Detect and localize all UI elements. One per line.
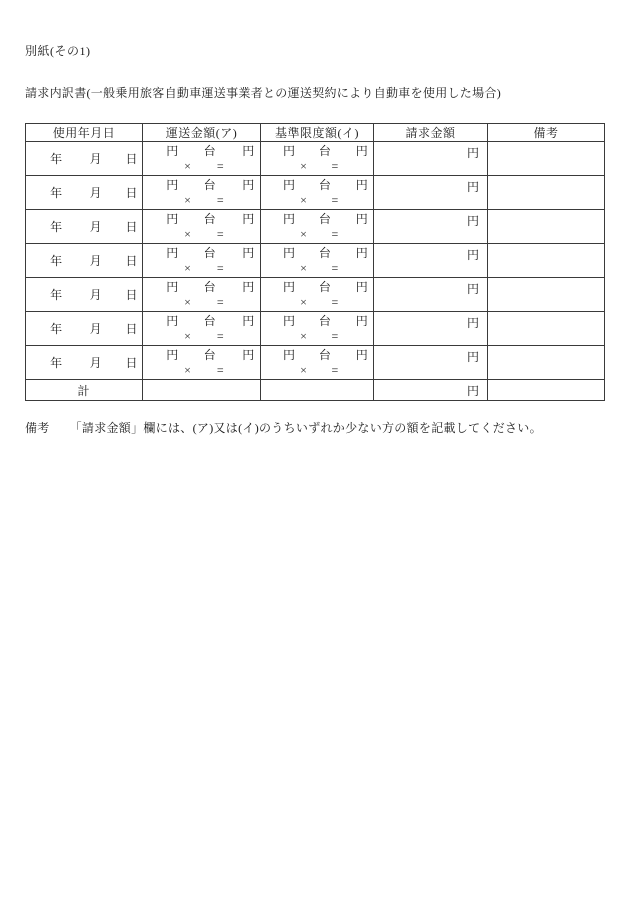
limit-count-unit-label: 台 [318,212,331,226]
day-unit-label: 日 [125,219,138,234]
day-unit-label: 日 [125,321,138,336]
claim-amount-cell [374,142,488,176]
fare-total-unit-label: 円 [242,246,255,260]
remarks-cell [488,346,605,380]
multiply-sign: × [300,159,307,173]
total-claim-unit-label: 円 [466,383,479,398]
footer-note-label: 備考 [25,421,50,435]
equals-sign: = [216,329,224,343]
claim-amount-cell [374,278,488,312]
equals-sign: = [331,261,339,275]
month-unit-label: 月 [89,321,102,336]
limit-price-unit-label: 円 [282,280,296,294]
fare-amount-cell [143,312,261,346]
fare-price-unit-label: 円 [166,212,179,226]
month-unit-label: 月 [89,355,102,370]
multiply-sign: × [300,363,307,377]
fare-price-unit-label: 円 [166,314,179,328]
column-header-remarks: 備考 [488,124,605,142]
limit-count-unit-label: 台 [318,348,331,362]
limit-price-unit-label: 円 [282,212,296,226]
attachment-label: 別紙(その1) [25,44,91,58]
multiply-sign: × [184,159,191,173]
limit-amount-cell [261,346,374,380]
month-unit-label: 月 [89,185,102,200]
total-label-cell: 計 [26,380,143,401]
day-unit-label: 日 [125,355,138,370]
multiply-sign: × [300,295,307,309]
multiply-sign: × [184,363,191,377]
limit-amount-cell [261,278,374,312]
table-header-row [26,124,605,142]
multiply-sign: × [300,227,307,241]
fare-total-unit-label: 円 [242,348,255,362]
limit-amount-cell [261,244,374,278]
year-unit-label: 年 [50,151,63,166]
usage-date-cell [26,142,143,176]
fare-total-unit-label: 円 [242,212,255,226]
limit-amount-cell [261,176,374,210]
fare-price-unit-label: 円 [166,246,179,260]
limit-amount-cell [261,312,374,346]
limit-price-unit-label: 円 [282,178,296,192]
day-unit-label: 日 [125,151,138,166]
equals-sign: = [216,261,224,275]
footer-note-text: 「請求金額」欄には、(ア)又は(イ)のうちいずれか少ない方の額を記載してください。 [69,421,542,435]
claim-amount-cell [374,176,488,210]
multiply-sign: × [184,227,191,241]
multiply-sign: × [184,193,191,207]
equals-sign: = [331,329,339,343]
equals-sign: = [331,227,339,241]
column-header-limit-amount: 基準限度額(イ) [261,124,374,142]
fare-total-unit-label: 円 [242,314,255,328]
limit-total-unit-label: 円 [355,144,368,158]
equals-sign: = [216,159,224,173]
fare-count-unit-label: 台 [203,212,216,226]
usage-date-cell [26,346,143,380]
limit-total-unit-label: 円 [355,212,368,226]
month-unit-label: 月 [89,253,102,268]
limit-total-unit-label: 円 [355,178,368,192]
table-row [26,210,605,244]
fare-price-unit-label: 円 [166,178,179,192]
equals-sign: = [216,295,224,309]
year-unit-label: 年 [50,219,63,234]
day-unit-label: 日 [125,287,138,302]
column-header-claim-amount: 請求金額 [374,124,488,142]
usage-date-cell [26,244,143,278]
billing-breakdown-table [25,123,605,401]
multiply-sign: × [300,261,307,275]
limit-amount-cell [261,142,374,176]
month-unit-label: 月 [89,219,102,234]
remarks-cell [488,210,605,244]
equals-sign: = [331,193,339,207]
equals-sign: = [331,363,339,377]
multiply-sign: × [184,295,191,309]
year-unit-label: 年 [50,287,63,302]
limit-price-unit-label: 円 [282,144,296,158]
claim-unit-label: 円 [466,146,479,160]
fare-amount-cell [143,244,261,278]
fare-amount-cell [143,346,261,380]
year-unit-label: 年 [50,185,63,200]
claim-unit-label: 円 [466,248,479,262]
document-title: 請求内訳書(一般乗用旅客自動車運送事業者との運送契約により自動車を使用した場合) [25,86,501,100]
claim-amount-cell [374,346,488,380]
fare-price-unit-label: 円 [166,144,179,158]
usage-date-cell [26,210,143,244]
total-row [26,380,605,401]
limit-count-unit-label: 台 [318,280,331,294]
equals-sign: = [216,193,224,207]
table-row [26,244,605,278]
day-unit-label: 日 [125,185,138,200]
year-unit-label: 年 [50,321,63,336]
table-row [26,176,605,210]
fare-amount-cell [143,176,261,210]
limit-amount-cell [261,210,374,244]
fare-amount-cell [143,278,261,312]
footer-note [25,419,542,436]
claim-unit-label: 円 [466,282,479,296]
remarks-cell [488,278,605,312]
fare-count-unit-label: 台 [203,178,216,192]
equals-sign: = [331,295,339,309]
claim-amount-cell [374,244,488,278]
table-row [26,346,605,380]
usage-date-cell [26,312,143,346]
limit-total-unit-label: 円 [355,314,368,328]
total-fare-cell [143,380,261,401]
limit-total-unit-label: 円 [355,246,368,260]
claim-amount-cell [374,210,488,244]
limit-count-unit-label: 台 [318,178,331,192]
total-claim-amount-cell [374,380,488,401]
usage-date-cell [26,176,143,210]
fare-count-unit-label: 台 [203,246,216,260]
total-limit-cell [261,380,374,401]
column-header-usage-date: 使用年月日 [26,124,143,142]
fare-amount-cell [143,142,261,176]
table-row [26,312,605,346]
remarks-cell [488,142,605,176]
usage-date-cell [26,278,143,312]
limit-price-unit-label: 円 [282,348,296,362]
limit-count-unit-label: 台 [318,246,331,260]
year-unit-label: 年 [50,253,63,268]
fare-total-unit-label: 円 [242,178,255,192]
fare-count-unit-label: 台 [203,144,216,158]
claim-unit-label: 円 [466,316,479,330]
total-remarks-cell [488,380,605,401]
claim-amount-cell [374,312,488,346]
equals-sign: = [216,363,224,377]
year-unit-label: 年 [50,355,63,370]
month-unit-label: 月 [89,287,102,302]
claim-unit-label: 円 [466,214,479,228]
multiply-sign: × [300,329,307,343]
multiply-sign: × [300,193,307,207]
equals-sign: = [216,227,224,241]
fare-amount-cell [143,210,261,244]
limit-count-unit-label: 台 [318,314,331,328]
equals-sign: = [331,159,339,173]
remarks-cell [488,176,605,210]
fare-price-unit-label: 円 [166,348,179,362]
limit-price-unit-label: 円 [282,314,296,328]
limit-count-unit-label: 台 [318,144,331,158]
month-unit-label: 月 [89,151,102,166]
claim-unit-label: 円 [466,180,479,194]
limit-total-unit-label: 円 [355,348,368,362]
multiply-sign: × [184,329,191,343]
fare-total-unit-label: 円 [242,280,255,294]
claim-unit-label: 円 [466,350,479,364]
remarks-cell [488,244,605,278]
fare-count-unit-label: 台 [203,280,216,294]
fare-count-unit-label: 台 [203,314,216,328]
remarks-cell [488,312,605,346]
table-row [26,142,605,176]
day-unit-label: 日 [125,253,138,268]
fare-price-unit-label: 円 [166,280,179,294]
limit-total-unit-label: 円 [355,280,368,294]
multiply-sign: × [184,261,191,275]
fare-count-unit-label: 台 [203,348,216,362]
table-row [26,278,605,312]
fare-total-unit-label: 円 [242,144,255,158]
limit-price-unit-label: 円 [282,246,296,260]
column-header-fare-amount: 運送金額(ア) [143,124,261,142]
